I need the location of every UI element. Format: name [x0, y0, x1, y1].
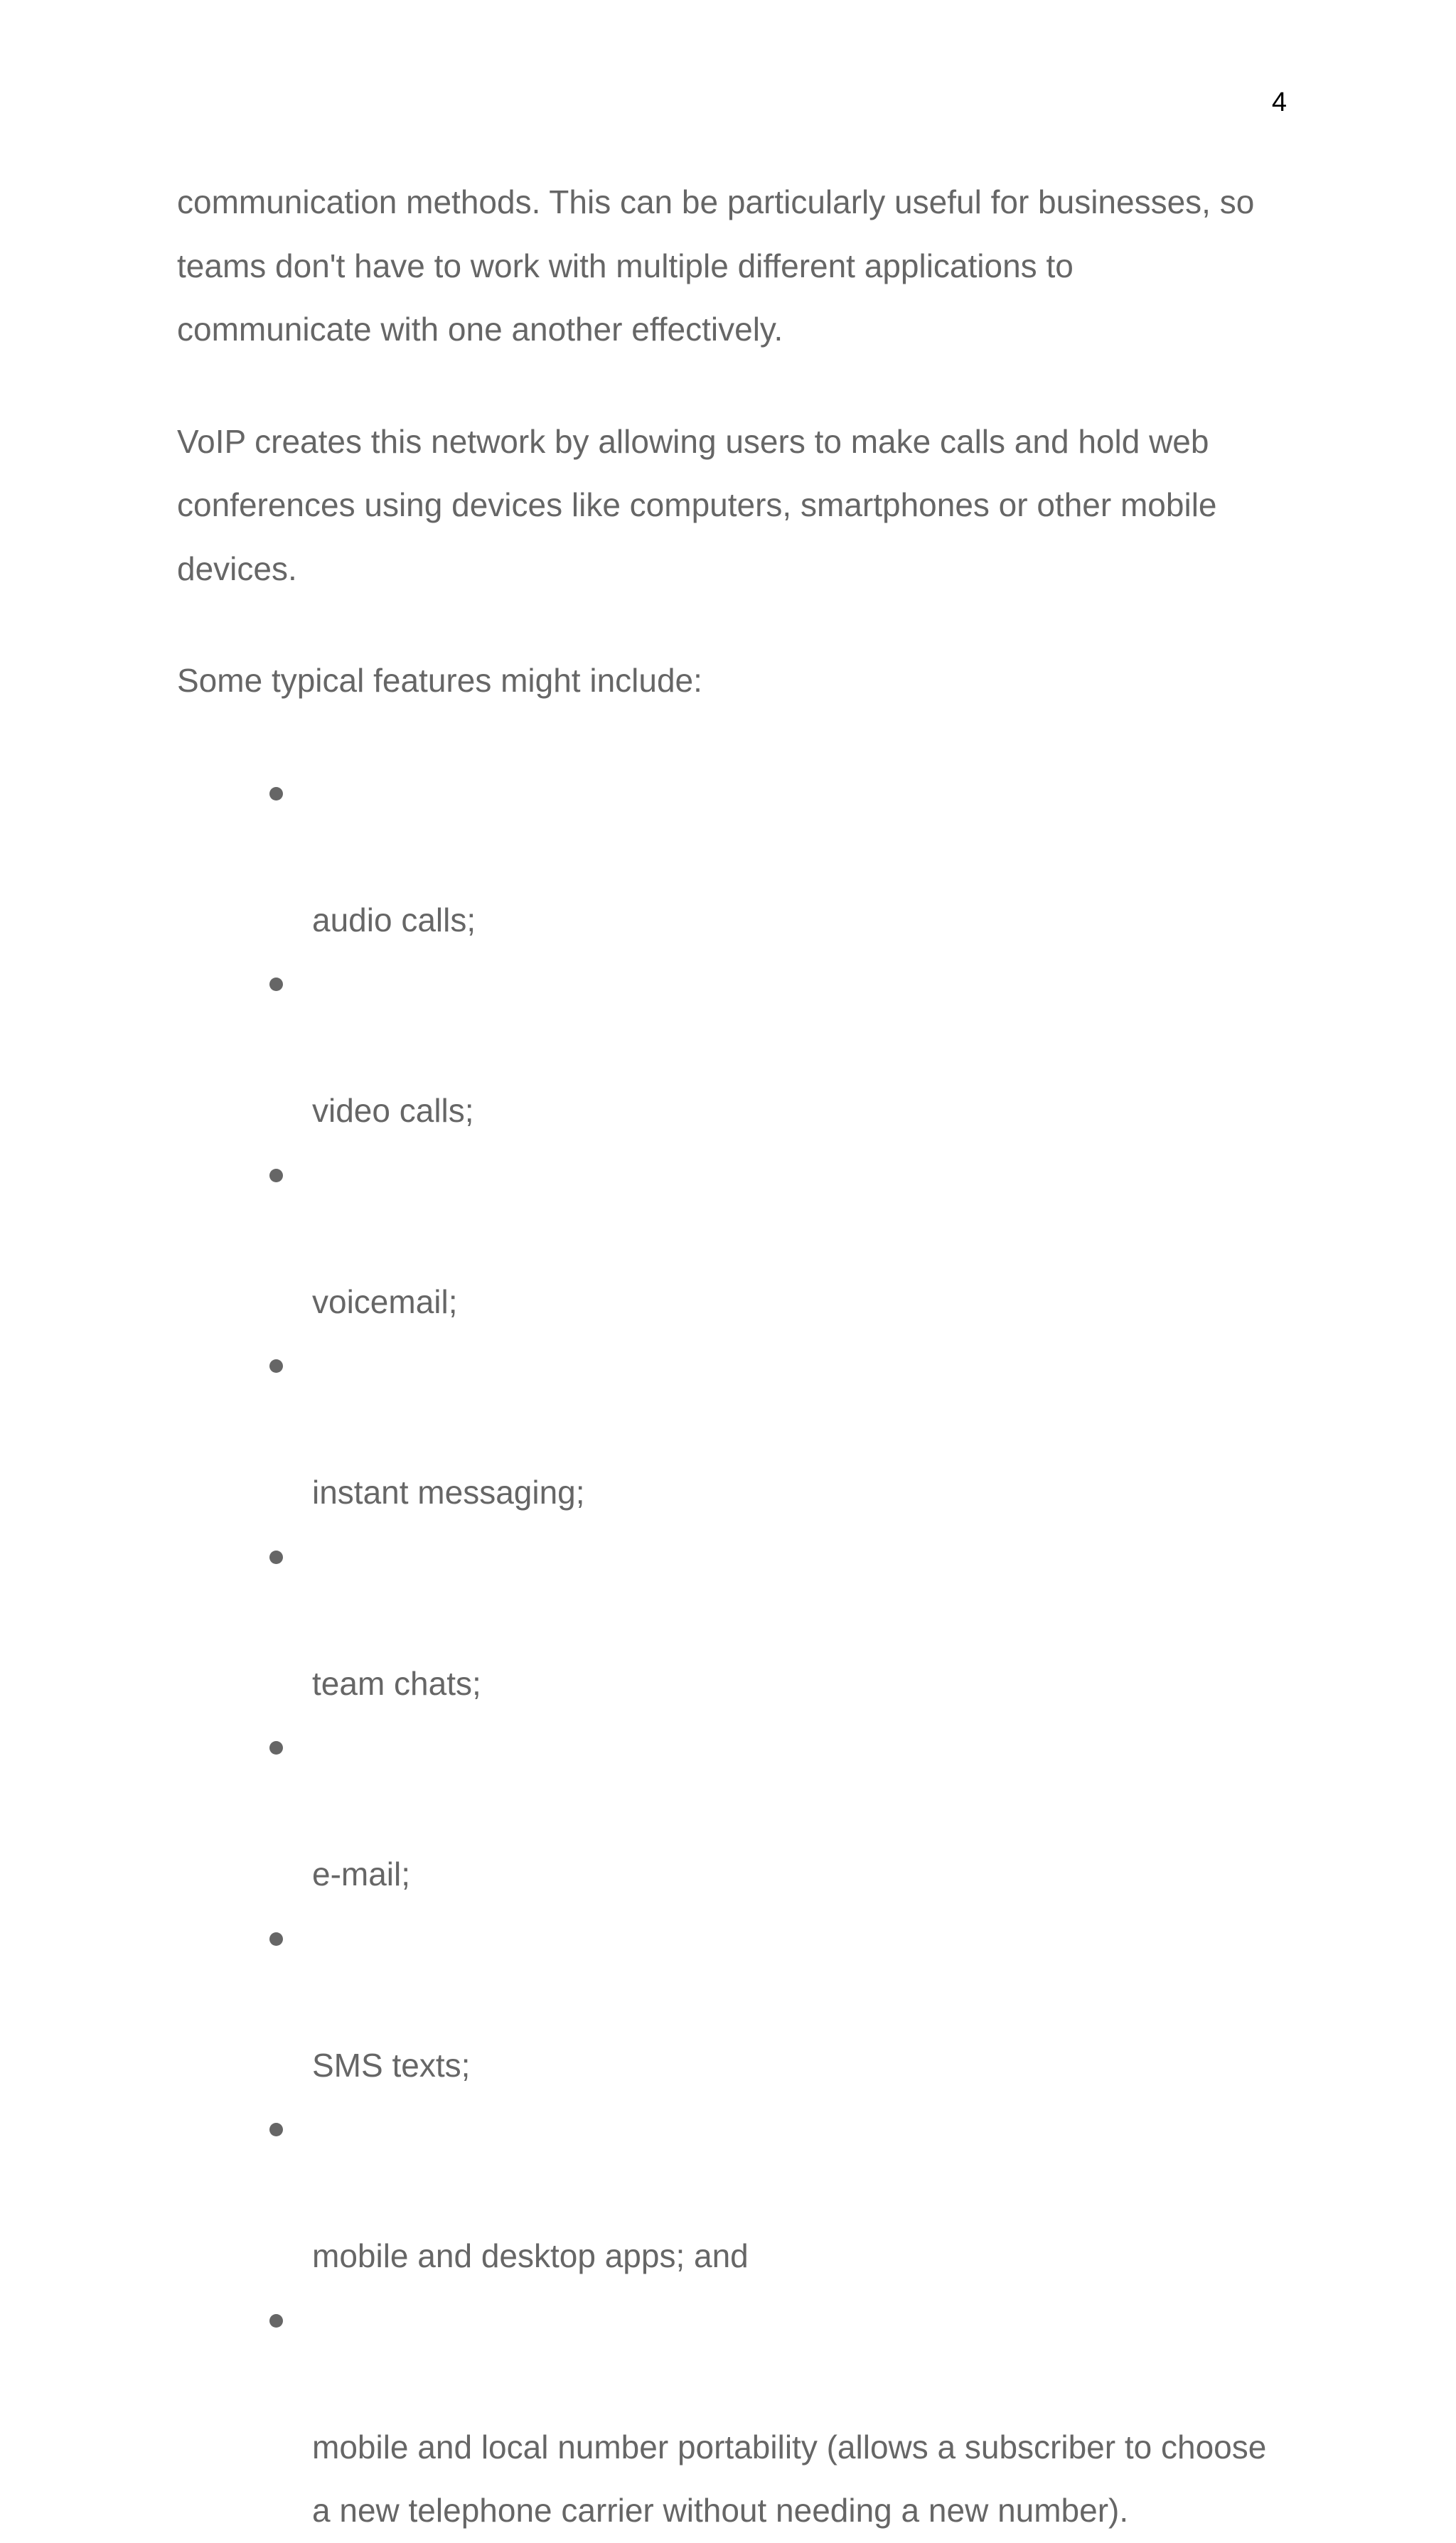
paragraph-features-intro: Some typical features might include:	[177, 662, 702, 699]
bullet-icon	[269, 1359, 283, 1373]
list-item	[177, 2097, 1300, 2288]
paragraph-communication-methods: communication methods. This can be particularly useful for businesses, so teams don't have to work with multiple different applications to communicate with one another effectively.	[177, 183, 1255, 348]
paragraph-voip-network: VoIP creates this network by allowing users to make calls and hold web conferences using devices like computers, smartphones or other mobile devices.	[177, 422, 1217, 587]
list-item	[177, 1334, 1300, 1525]
bullet-icon	[269, 1551, 283, 1564]
list-item-text: mobile and desktop apps; and	[312, 2237, 749, 2274]
bullet-icon	[269, 1932, 283, 1946]
bullet-icon	[269, 1741, 283, 1755]
list-item	[177, 1143, 1300, 1334]
list-item	[177, 761, 1300, 953]
bullet-icon	[269, 978, 283, 991]
list-item-text: e-mail;	[312, 1856, 411, 1892]
list-item-text: video calls;	[312, 1092, 474, 1129]
list-item	[177, 952, 1300, 1143]
list-item	[177, 1525, 1300, 1716]
list-item-text: audio calls;	[312, 901, 476, 938]
list-item-text: instant messaging;	[312, 1474, 585, 1511]
list-item-text: mobile and local number portability (allows a subscriber to choose a new telephone carrier without needing a new number).	[312, 2428, 1267, 2529]
bullet-icon	[269, 787, 283, 801]
bullet-icon	[269, 2314, 283, 2328]
page-number: 4	[1271, 87, 1287, 117]
bullet-icon	[269, 1169, 283, 1182]
list-item	[177, 1907, 1300, 2098]
list-item-text: team chats;	[312, 1664, 481, 1702]
page-content	[177, 171, 1300, 2543]
list-item	[177, 2288, 1300, 2543]
feature-list	[177, 761, 1300, 2543]
list-item-text: SMS texts;	[312, 2046, 471, 2084]
bullet-icon	[269, 2123, 283, 2136]
list-item-text: voicemail;	[312, 1283, 458, 1320]
list-item	[177, 1715, 1300, 1907]
